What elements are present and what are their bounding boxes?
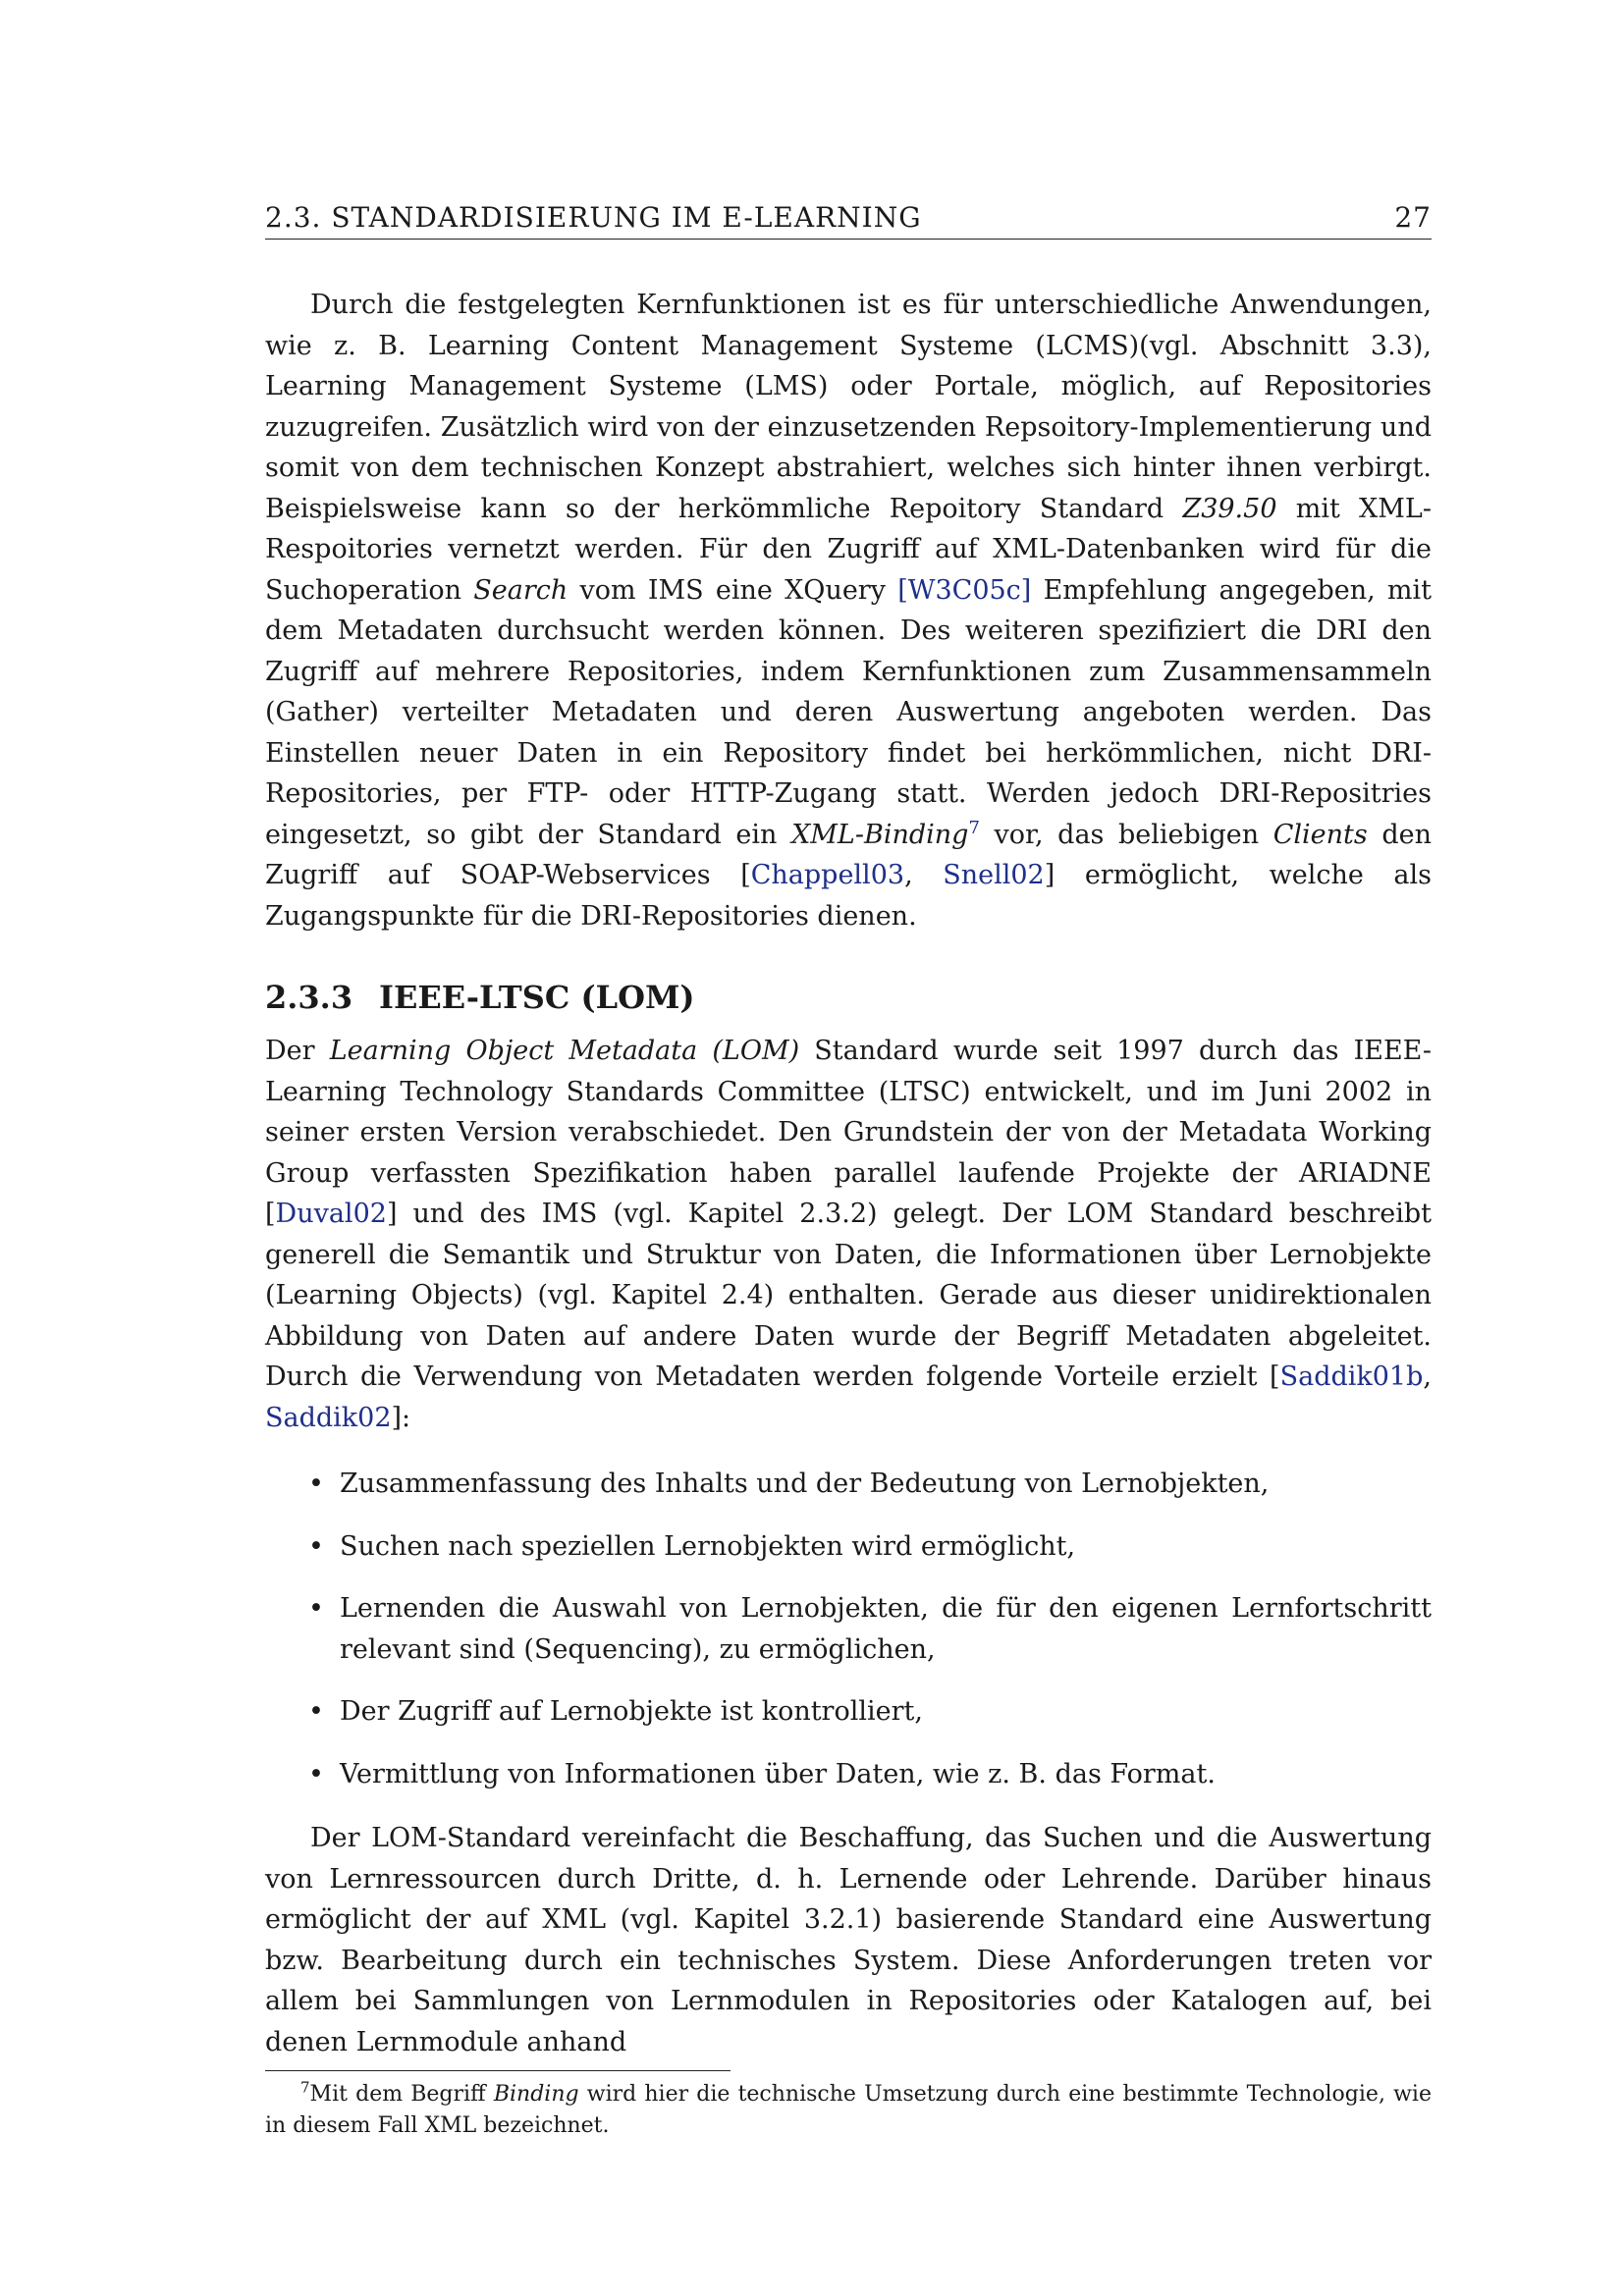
text-run: ] ermöglicht, welche als Zugangspunkte für die DRI-Repositories dienen. (265, 860, 1432, 932)
text-run: vom IMS eine XQuery (568, 574, 898, 606)
text-run: wird hier die technische Umsetzung durch eine bestimmte Technologie, wie in diesem Fall XML bezeichnet. (265, 2082, 1432, 2138)
list-item-text: Zusammenfassung des Inhalts und der Bedeutung von Lernobjekten, (340, 1468, 1270, 1499)
emphasis-search: Search (473, 574, 568, 606)
footnote-marker-link[interactable]: 7 (968, 817, 980, 838)
document-page (265, 201, 1432, 2142)
text-run: Empfehlung angegeben, mit dem Metadaten durchsucht werden können. Des weiteren spezifiziert die DRI den Zugriff auf mehrere Repositories, indem Kernfunktionen zum Zusammensammeln (Gather) verteilter Metadaten und deren Auswertung angeboten werden. Das Einstellen neuer Daten in ein Repository findet bei herkömmlichen, nicht DRI-Repositories, per FTP- oder HTTP-Zugang statt. Werden jedoch DRI-Repositries eingesetzt, so gibt der Standard ein (265, 574, 1433, 850)
emphasis-lom: Learning Object Metadata (LOM) (329, 1036, 800, 1066)
paragraph-lom (265, 1031, 1432, 1438)
text-run: , (904, 860, 944, 890)
emphasis-clients: Clients (1272, 819, 1368, 850)
text-run: Durch die festgelegten Kernfunktionen ist es für unterschiedliche Anwendungen, wie z. B. Learning Content Management Systeme (LCMS)(vgl. Abschnitt 3.3), Learning Management Systeme (LMS) oder Portale, möglich, auf Repositories zuzugreifen. Zusätzlich wird von der einzusetzenden Repsoitory-Implementierung und somit von dem technischen Konzept abstrahiert, welches sich hinter ihnen verbirgt. Beispielsweise kann so der herkömmliche Repoitory Standard (265, 290, 1432, 524)
bullet-icon: • (308, 1593, 324, 1624)
list-item-text: Der Zugriff auf Lernobjekte ist kontrolliert, (340, 1696, 923, 1727)
citation-link-duval02[interactable]: Duval02 (275, 1199, 387, 1229)
text-run: Mit dem Begriff (309, 2082, 494, 2107)
text-run: Der (265, 1036, 330, 1066)
paragraph-dri (265, 285, 1432, 936)
list-item (265, 1526, 1432, 1568)
footnote-number: 7 (300, 2078, 310, 2097)
text-run: vor, das beliebigen (979, 819, 1273, 850)
citation-link-snell02[interactable]: Snell02 (943, 860, 1045, 890)
text-run: den Zugriff auf SOAP-Webservices [ (265, 819, 1433, 890)
list-item (265, 1691, 1432, 1733)
citation-link-chappell03[interactable]: Chappell03 (750, 860, 905, 890)
list-item (265, 1464, 1432, 1505)
citation-link-saddik01b[interactable]: Saddik01b (1279, 1362, 1424, 1392)
section-title: IEEE-LTSC (LOM) (379, 979, 695, 1016)
list-item-text: Lernenden die Auswahl von Lernobjekten, die für den eigenen Lernfortschritt relevant sind (Sequencing), zu ermöglichen, (340, 1593, 1432, 1665)
section-heading (265, 978, 1432, 1017)
footnote (265, 2079, 1432, 2142)
text-run: , (1423, 1362, 1432, 1392)
section-number: 2.3.3 (265, 979, 353, 1016)
text-run: Standard wurde seit 1997 durch das IEEE-Learning Technology Standards Committee (LTSC) entwickelt, und im Juni 2002 in seiner ersten Version verabschiedet. Den Grundstein der von der Metadata Working Group verfassten Spezifikation haben parallel laufende Projekte der ARIADNE [ (265, 1036, 1433, 1229)
header-section-title: 2.3. STANDARDISIERUNG IM E-LEARNING (265, 201, 922, 234)
running-header (265, 201, 1432, 240)
text-run: mit XML-Respoitories vernetzt werden. Für den Zugriff auf XML-Datenbanken wird für die Suchoperation (265, 493, 1432, 606)
footnote-divider (265, 2070, 731, 2071)
list-item-text: Suchen nach speziellen Lernobjekten wird ermöglicht, (340, 1530, 1076, 1562)
bullet-icon: • (308, 1758, 324, 1789)
citation-link-saddik02[interactable]: Saddik02 (265, 1402, 392, 1433)
paragraph-lom-standard: Der LOM-Standard vereinfacht die Beschaffung, das Suchen und die Auswertung von Lernressourcen durch Dritte, d. h. Lernende oder Lehrende. Darüber hinaus ermöglicht der auf XML (vgl. Kapitel 3.2.1) basierende Standard eine Auswertung bzw. Bearbeitung durch ein technisches System. Diese Anforderungen treten vor allem bei Sammlungen von Lernmodulen in Repositories oder Katalogen auf, bei denen Lernmodule anhand (265, 1823, 1432, 2057)
emphasis-xml-binding: XML-Binding (791, 819, 969, 850)
text-run: ]: (391, 1402, 411, 1433)
citation-link-w3c05c[interactable]: [W3C05c] (897, 574, 1032, 606)
bullet-icon: • (308, 1468, 324, 1499)
list-item (265, 1754, 1432, 1795)
advantages-list (265, 1464, 1432, 1794)
list-item-text: Vermittlung von Informationen über Daten, wie z. B. das Format. (340, 1758, 1216, 1789)
bullet-icon: • (308, 1696, 324, 1727)
list-item (265, 1588, 1432, 1670)
emphasis-z3950: Z39.50 (1182, 493, 1277, 524)
text-run: ] und des IMS (vgl. Kapitel 2.3.2) gelegt. Der LOM Standard beschreibt generell die Semantik und Struktur von Daten, die Informationen über Lernobjekte (Learning Objects) (vgl. Kapitel 2.4) enthalten. Gerade aus dieser unidirektionalen Abbildung von Daten auf andere Daten wurde der Begriff Metadaten abgeleitet. Durch die Verwendung von Metadaten werden folgende Vorteile erzielt [ (265, 1199, 1432, 1392)
bullet-icon: • (308, 1530, 324, 1562)
emphasis-binding: Binding (493, 2082, 579, 2107)
page-number: 27 (1394, 201, 1432, 234)
